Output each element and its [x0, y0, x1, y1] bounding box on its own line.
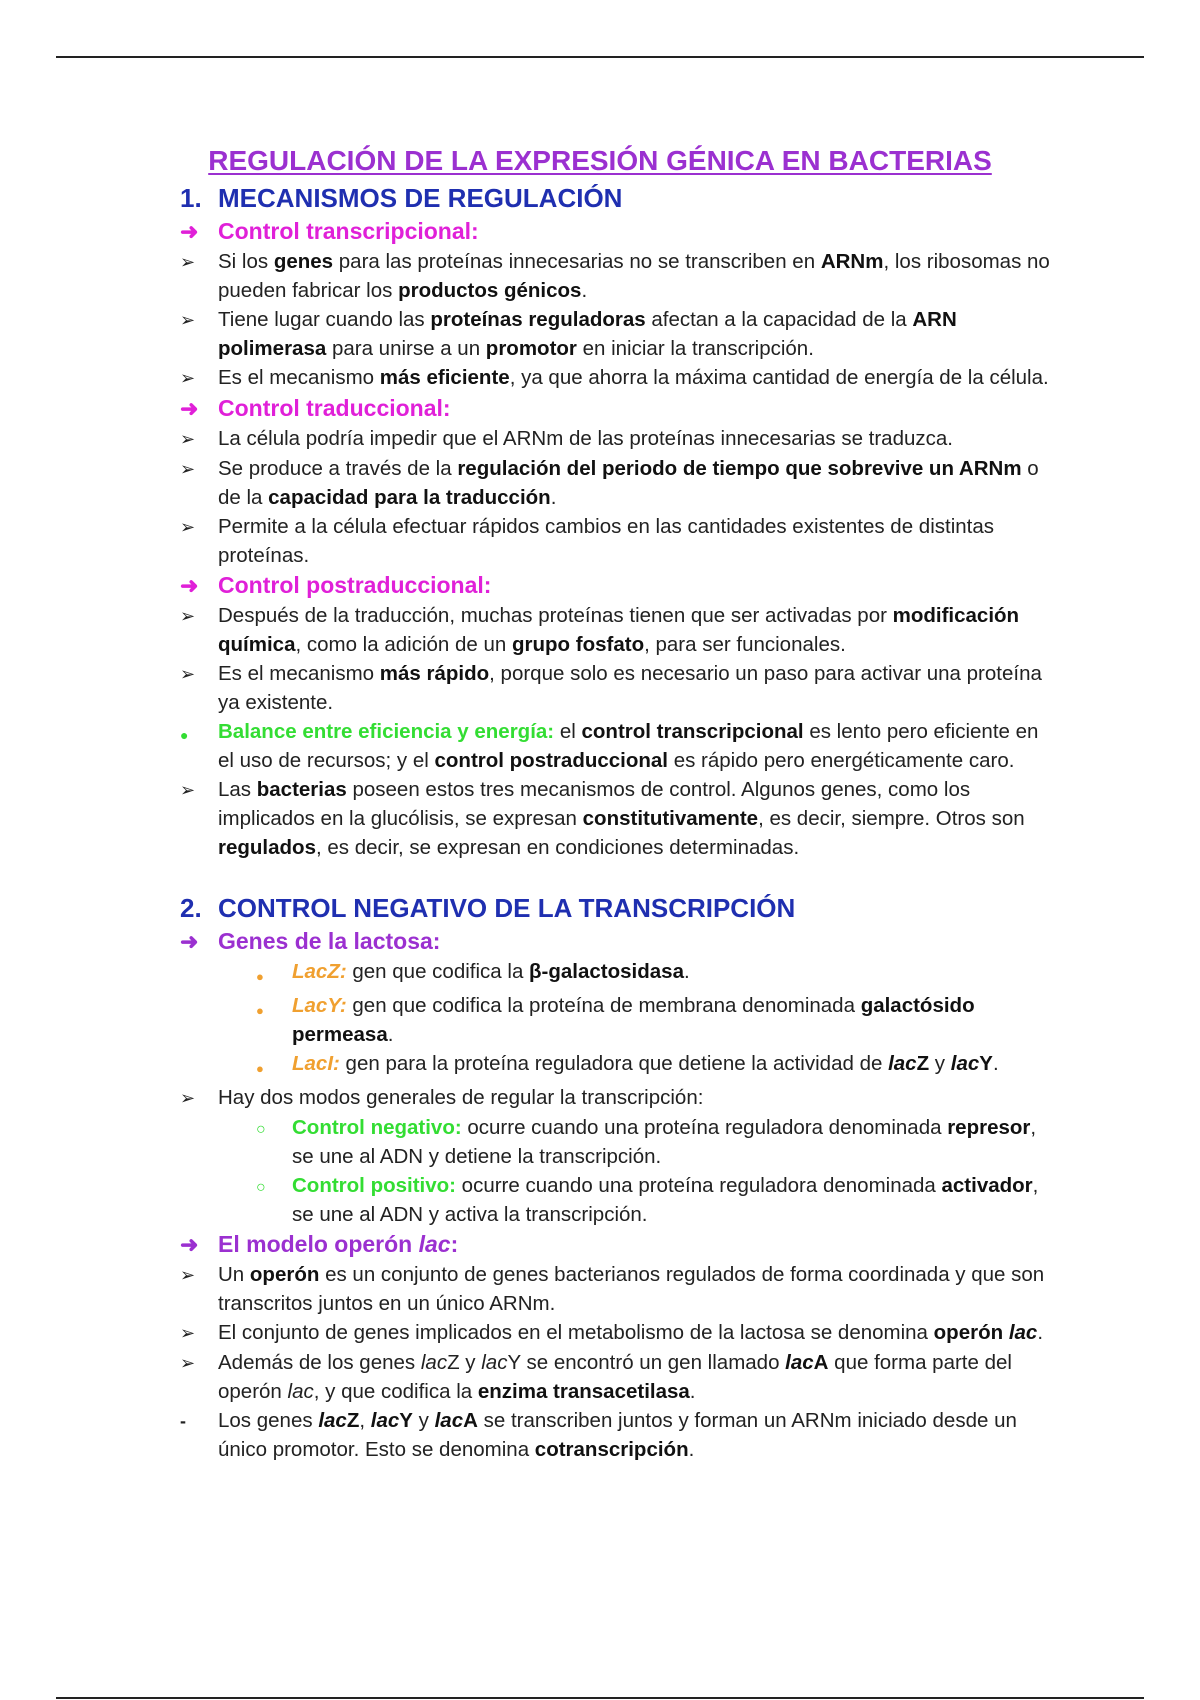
subheading-text: Control postraduccional:	[218, 572, 492, 598]
orange-dot-icon: ●	[256, 1061, 264, 1076]
triangle-bullet-icon: ➢	[180, 1265, 196, 1285]
bottom-rule	[56, 1697, 1144, 1699]
section-title: MECANISMOS DE REGULACIÓN	[218, 182, 623, 213]
list-item-text: Control positivo: ocurre cuando una proteína reguladora denominada activador, se une al ADN y activa la transcripción.	[292, 1174, 1039, 1226]
section-number: 2.	[180, 892, 202, 923]
green-dot-icon: ●	[180, 727, 189, 743]
list-item	[180, 601, 1060, 659]
subheading-transcriptional	[180, 216, 1060, 247]
subheading-translational	[180, 393, 1060, 424]
list-item	[180, 512, 1060, 570]
subheading-lac-operon	[180, 1229, 1060, 1260]
orange-dot-icon: ●	[256, 1003, 264, 1018]
list-item-text: Además de los genes lacZ y lacY se encontró un gen llamado lacA que forma parte del operón lac, y que codifica la enzima transacetilasa.	[218, 1351, 1012, 1403]
list-item-text: Un operón es un conjunto de genes bacterianos regulados de forma coordinada y que son transcritos juntos en un único ARNm.	[218, 1263, 1045, 1315]
triangle-bullet-icon: ➢	[180, 459, 196, 479]
arrow-icon: ➜	[180, 219, 199, 244]
list-item	[180, 247, 1060, 305]
triangle-bullet-icon: ➢	[180, 1323, 196, 1343]
section-number: 1.	[180, 182, 202, 213]
list-item-text: Se produce a través de la regulación del periodo de tiempo que sobrevive un ARNm o de la capacidad para la traducción.	[218, 457, 1039, 509]
list-item-laci	[180, 1049, 1060, 1083]
subheading-text: Control transcripcional:	[218, 218, 479, 244]
section-1-heading	[180, 180, 1060, 216]
list-item-text: Balance entre eficiencia y energía: el control transcripcional es lento pero eficiente en el uso de recursos; y el control postraduccional es rápido pero energéticamente caro.	[218, 720, 1039, 772]
list-item-positive-control	[180, 1171, 1060, 1229]
triangle-bullet-icon: ➢	[180, 606, 196, 626]
triangle-bullet-icon: ➢	[180, 664, 196, 684]
triangle-bullet-icon: ➢	[180, 1353, 196, 1373]
list-item-text: El conjunto de genes implicados en el metabolismo de la lactosa se denomina operón lac.	[218, 1321, 1044, 1344]
arrow-icon: ➜	[180, 1232, 199, 1257]
list-item-text: Después de la traducción, muchas proteínas tienen que ser activadas por modificación química, como la adición de un grupo fosfato, para ser funcionales.	[218, 604, 1020, 656]
section-title: CONTROL NEGATIVO DE LA TRANSCRIPCIÓN	[218, 892, 796, 923]
list-item-lacy	[180, 991, 1060, 1049]
list-item-text: La célula podría impedir que el ARNm de las proteínas innecesarias se traduzca.	[218, 427, 953, 450]
list-item	[180, 424, 1060, 454]
list-item-text: LacY: gen que codifica la proteína de membrana denominada galactósido permeasa.	[292, 994, 975, 1046]
list-item-text: Permite a la célula efectuar rápidos cambios en las cantidades existentes de distintas proteínas.	[218, 515, 995, 567]
list-item	[180, 454, 1060, 512]
list-item-text: Control negativo: ocurre cuando una proteína reguladora denominada represor, se une al ADN y detiene la transcripción.	[292, 1116, 1037, 1168]
list-item-text: Es el mecanismo más eficiente, ya que ahorra la máxima cantidad de energía de la célula.	[218, 366, 1049, 389]
triangle-bullet-icon: ➢	[180, 252, 196, 272]
list-item	[180, 775, 1060, 862]
page-title: REGULACIÓN DE LA EXPRESIÓN GÉNICA EN BACTERIAS	[208, 145, 992, 176]
list-item	[180, 659, 1060, 717]
list-item-text: Si los genes para las proteínas innecesarias no se transcriben en ARNm, los ribosomas no pueden fabricar los productos génicos.	[218, 250, 1050, 302]
subheading-text: Genes de la lactosa:	[218, 928, 441, 954]
list-item	[180, 1348, 1060, 1406]
subheading-lactose-genes	[180, 926, 1060, 957]
list-item	[180, 1406, 1060, 1464]
subheading-text: El modelo operón lac:	[218, 1231, 459, 1257]
arrow-icon: ➜	[180, 929, 199, 954]
list-item-text: Tiene lugar cuando las proteínas reguladoras afectan a la capacidad de la ARN polimerasa para unirse a un promotor en iniciar la transcripción.	[218, 308, 957, 360]
list-item-text: LacZ: gen que codifica la β-galactosidasa.	[292, 960, 690, 983]
triangle-bullet-icon: ➢	[180, 310, 196, 330]
list-item	[180, 1260, 1060, 1318]
circle-bullet-icon: ○	[256, 1179, 266, 1196]
triangle-bullet-icon: ➢	[180, 1088, 196, 1108]
list-item	[180, 363, 1060, 393]
list-item-text: LacI: gen para la proteína reguladora que detiene la actividad de lacZ y lacY.	[292, 1052, 999, 1075]
arrow-icon: ➜	[180, 573, 199, 598]
arrow-icon: ➜	[180, 396, 199, 421]
list-item-text: Los genes lacZ, lacY y lacA se transcriben juntos y forman un ARNm iniciado desde un único promotor. Esto se denomina cotranscripción.	[218, 1409, 1017, 1461]
list-item-text: Es el mecanismo más rápido, porque solo es necesario un paso para activar una proteína ya existente.	[218, 662, 1042, 714]
document-body	[180, 180, 1060, 1464]
list-item-balance	[180, 717, 1060, 775]
list-item-text: Las bacterias poseen estos tres mecanismos de control. Algunos genes, como los implicados en la glucólisis, se expresan constitutivamente, es decir, siempre. Otros son regulados, es decir, se expresan en condiciones determinadas.	[218, 778, 1025, 859]
subheading-posttranslational	[180, 570, 1060, 601]
list-item	[180, 1318, 1060, 1348]
dash-bullet-icon: -	[180, 1411, 186, 1431]
subheading-text: Control traduccional:	[218, 395, 451, 421]
list-item	[180, 305, 1060, 363]
triangle-bullet-icon: ➢	[180, 368, 196, 388]
circle-bullet-icon: ○	[256, 1121, 266, 1138]
top-rule	[56, 56, 1144, 58]
list-item-lacz	[180, 957, 1060, 991]
orange-dot-icon: ●	[256, 969, 264, 984]
list-item	[180, 1083, 1060, 1113]
triangle-bullet-icon: ➢	[180, 517, 196, 537]
triangle-bullet-icon: ➢	[180, 780, 196, 800]
list-item-negative-control	[180, 1113, 1060, 1171]
section-2-heading	[180, 890, 1060, 926]
triangle-bullet-icon: ➢	[180, 429, 196, 449]
list-item-text: Hay dos modos generales de regular la transcripción:	[218, 1086, 704, 1109]
